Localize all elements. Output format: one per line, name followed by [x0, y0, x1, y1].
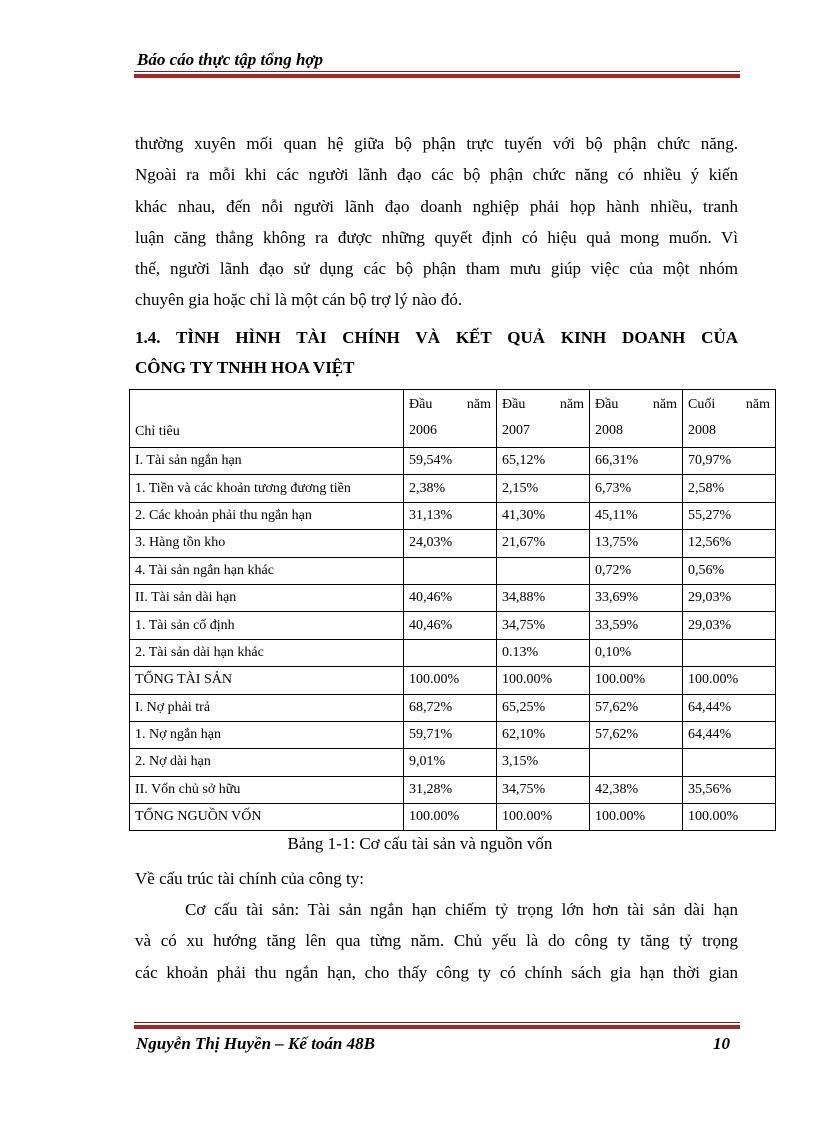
footer-rule	[134, 1022, 740, 1029]
row-label: 1. Nợ ngắn hạn	[130, 721, 404, 748]
table-row	[130, 749, 776, 776]
table-cell: 33,59%	[590, 612, 683, 639]
table-cell: 31,13%	[404, 502, 497, 529]
text-line: chuyên gia hoặc chỉ là một cán bộ trợ lý nào đó.	[135, 290, 463, 310]
table-cell: 70,97%	[683, 448, 776, 475]
header-cell: Đầu năm 2006	[404, 390, 497, 448]
heading-line: 1.4. TÌNH HÌNH TÀI CHÍNH VÀ KẾT QUẢ KINH DOANH CỦA	[135, 328, 738, 347]
table-cell: 24,03%	[404, 530, 497, 557]
table-cell: 100.00%	[683, 804, 776, 831]
table-cell: 57,62%	[590, 694, 683, 721]
table-cell: 66,31%	[590, 448, 683, 475]
table-cell: 12,56%	[683, 530, 776, 557]
table-cell: 29,03%	[683, 584, 776, 611]
row-label: II. Tài sản dài hạn	[130, 584, 404, 611]
row-label: TỔNG TÀI SẢN	[130, 667, 404, 694]
table-cell	[590, 749, 683, 776]
table-cell: 40,46%	[404, 612, 497, 639]
text-line: Ngoài ra mỗi khi các người lãnh đạo các bộ phận chức năng có nhiều ý kiến	[135, 165, 738, 185]
running-header-title: Báo cáo thực tập tổng hợp	[137, 50, 324, 69]
structure-intro	[135, 863, 738, 894]
table-cell: 65,12%	[497, 448, 590, 475]
table-cell: 2,38%	[404, 475, 497, 502]
row-label: 2. Nợ dài hạn	[130, 749, 404, 776]
table-cell: 0.13%	[497, 639, 590, 666]
table-cell: 59,71%	[404, 721, 497, 748]
header-label-cell: Chỉ tiêu	[130, 390, 404, 448]
table-cell: 0,56%	[683, 557, 776, 584]
table-cell: 33,69%	[590, 584, 683, 611]
table-cell: 55,27%	[683, 502, 776, 529]
table-cell	[683, 749, 776, 776]
table-row	[130, 804, 776, 831]
table-cell: 0,72%	[590, 557, 683, 584]
table-row	[130, 557, 776, 584]
text-line: các khoản phải thu ngắn hạn, cho thấy công ty có chính sách gia hạn thời gian	[135, 962, 738, 982]
row-label: 2. Các khoản phải thu ngắn hạn	[130, 502, 404, 529]
table-row	[130, 721, 776, 748]
table-cell: 6,73%	[590, 475, 683, 502]
table-cell: 100.00%	[497, 667, 590, 694]
row-label: II. Vốn chủ sở hữu	[130, 776, 404, 803]
table-cell: 64,44%	[683, 694, 776, 721]
table-cell	[497, 557, 590, 584]
header-cell: Đầu năm 2007	[497, 390, 590, 448]
header-cell: Cuối năm 2008	[683, 390, 776, 448]
table-cell: 62,10%	[497, 721, 590, 748]
row-label: 1. Tiền và các khoản tương đương tiền	[130, 475, 404, 502]
asset-paragraph	[135, 894, 738, 988]
table-cell	[683, 639, 776, 666]
table-row	[130, 448, 776, 475]
table-cell: 100.00%	[404, 667, 497, 694]
table-cell: 64,44%	[683, 721, 776, 748]
row-label: I. Tài sản ngắn hạn	[130, 448, 404, 475]
table-cell: 40,46%	[404, 584, 497, 611]
table-cell: 21,67%	[497, 530, 590, 557]
heading-line: CÔNG TY TNHH HOA VIỆT	[135, 358, 355, 377]
table-cell: 68,72%	[404, 694, 497, 721]
text-line: và có xu hướng tăng lên qua từng năm. Chủ yếu là do công ty tăng tỷ trọng	[135, 931, 738, 951]
table-cell	[404, 557, 497, 584]
asset-structure-table	[129, 389, 776, 831]
table-cell: 42,38%	[590, 776, 683, 803]
table-row	[130, 776, 776, 803]
table-cell: 41,30%	[497, 502, 590, 529]
row-label: 4. Tài sản ngắn hạn khác	[130, 557, 404, 584]
table-cell: 9,01%	[404, 749, 497, 776]
table-cell: 100.00%	[404, 804, 497, 831]
table-row	[130, 612, 776, 639]
table-cell: 45,11%	[590, 502, 683, 529]
table-row	[130, 694, 776, 721]
table-cell: 2,58%	[683, 475, 776, 502]
table-cell: 29,03%	[683, 612, 776, 639]
table-cell: 2,15%	[497, 475, 590, 502]
text-line: luận căng thẳng không ra được những quyết định có hiệu quả mong muốn. Vì	[135, 227, 738, 247]
table-cell: 100.00%	[590, 804, 683, 831]
row-label: I. Nợ phải trả	[130, 694, 404, 721]
table-row	[130, 667, 776, 694]
text-line: thường xuyên mối quan hệ giữa bộ phận trực tuyến với bộ phận chức năng.	[135, 134, 738, 153]
row-label: 2. Tài sản dài hạn khác	[130, 639, 404, 666]
table-header-row	[130, 390, 776, 448]
table-cell: 13,75%	[590, 530, 683, 557]
table-cell: 100.00%	[683, 667, 776, 694]
row-label: 3. Hàng tồn kho	[130, 530, 404, 557]
table-cell: 100.00%	[590, 667, 683, 694]
intro-paragraph	[135, 128, 738, 316]
table-caption: Bảng 1-1: Cơ cấu tài sản và nguồn vốn	[287, 834, 553, 853]
table-cell: 0,10%	[590, 639, 683, 666]
table-row	[130, 475, 776, 502]
page-number: 10	[713, 1034, 730, 1053]
header-rule	[134, 71, 740, 78]
table-cell: 34,75%	[497, 776, 590, 803]
table-cell	[404, 639, 497, 666]
table-cell: 35,56%	[683, 776, 776, 803]
footer-author: Nguyễn Thị Huyền – Kế toán 48B	[136, 1034, 375, 1053]
table-cell: 31,28%	[404, 776, 497, 803]
section-heading	[135, 323, 738, 383]
row-label: TỔNG NGUỒN VỐN	[130, 804, 404, 831]
table-cell: 100.00%	[497, 804, 590, 831]
table-row	[130, 530, 776, 557]
row-label: 1. Tài sản cố định	[130, 612, 404, 639]
text-line: thế, người lãnh đạo sử dụng các bộ phận tham mưu giúp việc của một nhóm	[135, 259, 738, 279]
header-cell: Đầu năm 2008	[590, 390, 683, 448]
table-row	[130, 639, 776, 666]
table-cell: 65,25%	[497, 694, 590, 721]
text-line: Cơ cấu tài sản: Tài sản ngắn hạn chiếm tỷ trọng lớn hơn tài sản dài hạn	[185, 900, 738, 919]
text-line: Về cấu trúc tài chính của công ty:	[135, 869, 364, 888]
table-cell: 57,62%	[590, 721, 683, 748]
table-cell: 3,15%	[497, 749, 590, 776]
table-row	[130, 584, 776, 611]
table-row	[130, 502, 776, 529]
table-cell: 34,88%	[497, 584, 590, 611]
text-line: khác nhau, đến nỗi người lãnh đạo doanh nghiệp phải họp hành nhiều, tranh	[135, 196, 738, 216]
table-cell: 59,54%	[404, 448, 497, 475]
table-cell: 34,75%	[497, 612, 590, 639]
